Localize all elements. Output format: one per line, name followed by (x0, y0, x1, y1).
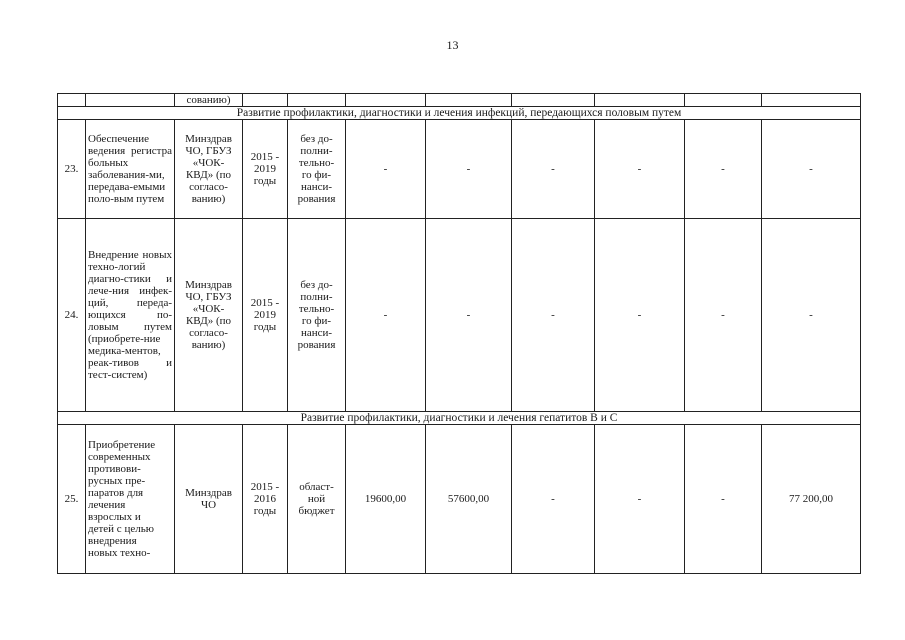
value-cell: 19600,00 (346, 425, 426, 574)
row-number: 24. (58, 219, 86, 412)
table-row (58, 425, 861, 574)
value-cell: - (346, 219, 426, 412)
value-cell: - (762, 120, 861, 219)
value-cell: - (426, 120, 512, 219)
funding-source: област- ной бюджет (288, 425, 346, 574)
funding-source: без до- полни- тельно- го фи- нанси- рования (288, 120, 346, 219)
funding-source: без до- полни- тельно- го фи- нанси- рования (288, 219, 346, 412)
program-table (57, 93, 861, 574)
measure-name: Приобретение современных противови- русных пре- паратов для лечения взрослых и детей с целью внедрения новых техно- (86, 425, 175, 574)
value-cell: - (762, 219, 861, 412)
value-cell: 57600,00 (426, 425, 512, 574)
measure-name: Обеспечение ведения регистра больных заболевания-ми, передава-емыми поло-вым путем (86, 120, 175, 219)
period: 2015 - 2019 годы (243, 120, 288, 219)
period: 2015 - 2019 годы (243, 219, 288, 412)
value-cell: - (512, 120, 595, 219)
value-cell: - (685, 219, 762, 412)
row-number: 25. (58, 425, 86, 574)
table-row-continuation (58, 94, 861, 107)
value-cell: - (685, 120, 762, 219)
period: 2015 - 2016 годы (243, 425, 288, 574)
executor: Минздрав ЧО, ГБУЗ «ЧОК- КВД» (по согласо- ванию) (175, 120, 243, 219)
row-number: 23. (58, 120, 86, 219)
page-number: 13 (446, 38, 459, 52)
value-cell: - (512, 425, 595, 574)
table-row (58, 219, 861, 412)
measure-name: Внедрение новых техно-логий диагно-стики и лече-ния инфек-ций, переда-ющихся по-ловым путем (приобрете-ние медика-ментов, реак-тивов и тест-систем) (86, 219, 175, 412)
continuation-cell: сованию) (175, 94, 243, 107)
table-row (58, 120, 861, 219)
value-cell: 77 200,00 (762, 425, 861, 574)
value-cell: - (685, 425, 762, 574)
value-cell: - (595, 120, 685, 219)
section-header-row (58, 107, 861, 120)
value-cell: - (595, 425, 685, 574)
section-title-sti: Развитие профилактики, диагностики и лечения инфекций, передающихся половым путем (58, 107, 861, 120)
section-header-row (58, 412, 861, 425)
value-cell: - (346, 120, 426, 219)
value-cell: - (595, 219, 685, 412)
value-cell: - (426, 219, 512, 412)
value-cell: - (512, 219, 595, 412)
section-title-hepatitis: Развитие профилактики, диагностики и лечения гепатитов В и С (58, 412, 861, 425)
executor: Минздрав ЧО, ГБУЗ «ЧОК- КВД» (по согласо- ванию) (175, 219, 243, 412)
executor: Минздрав ЧО (175, 425, 243, 574)
